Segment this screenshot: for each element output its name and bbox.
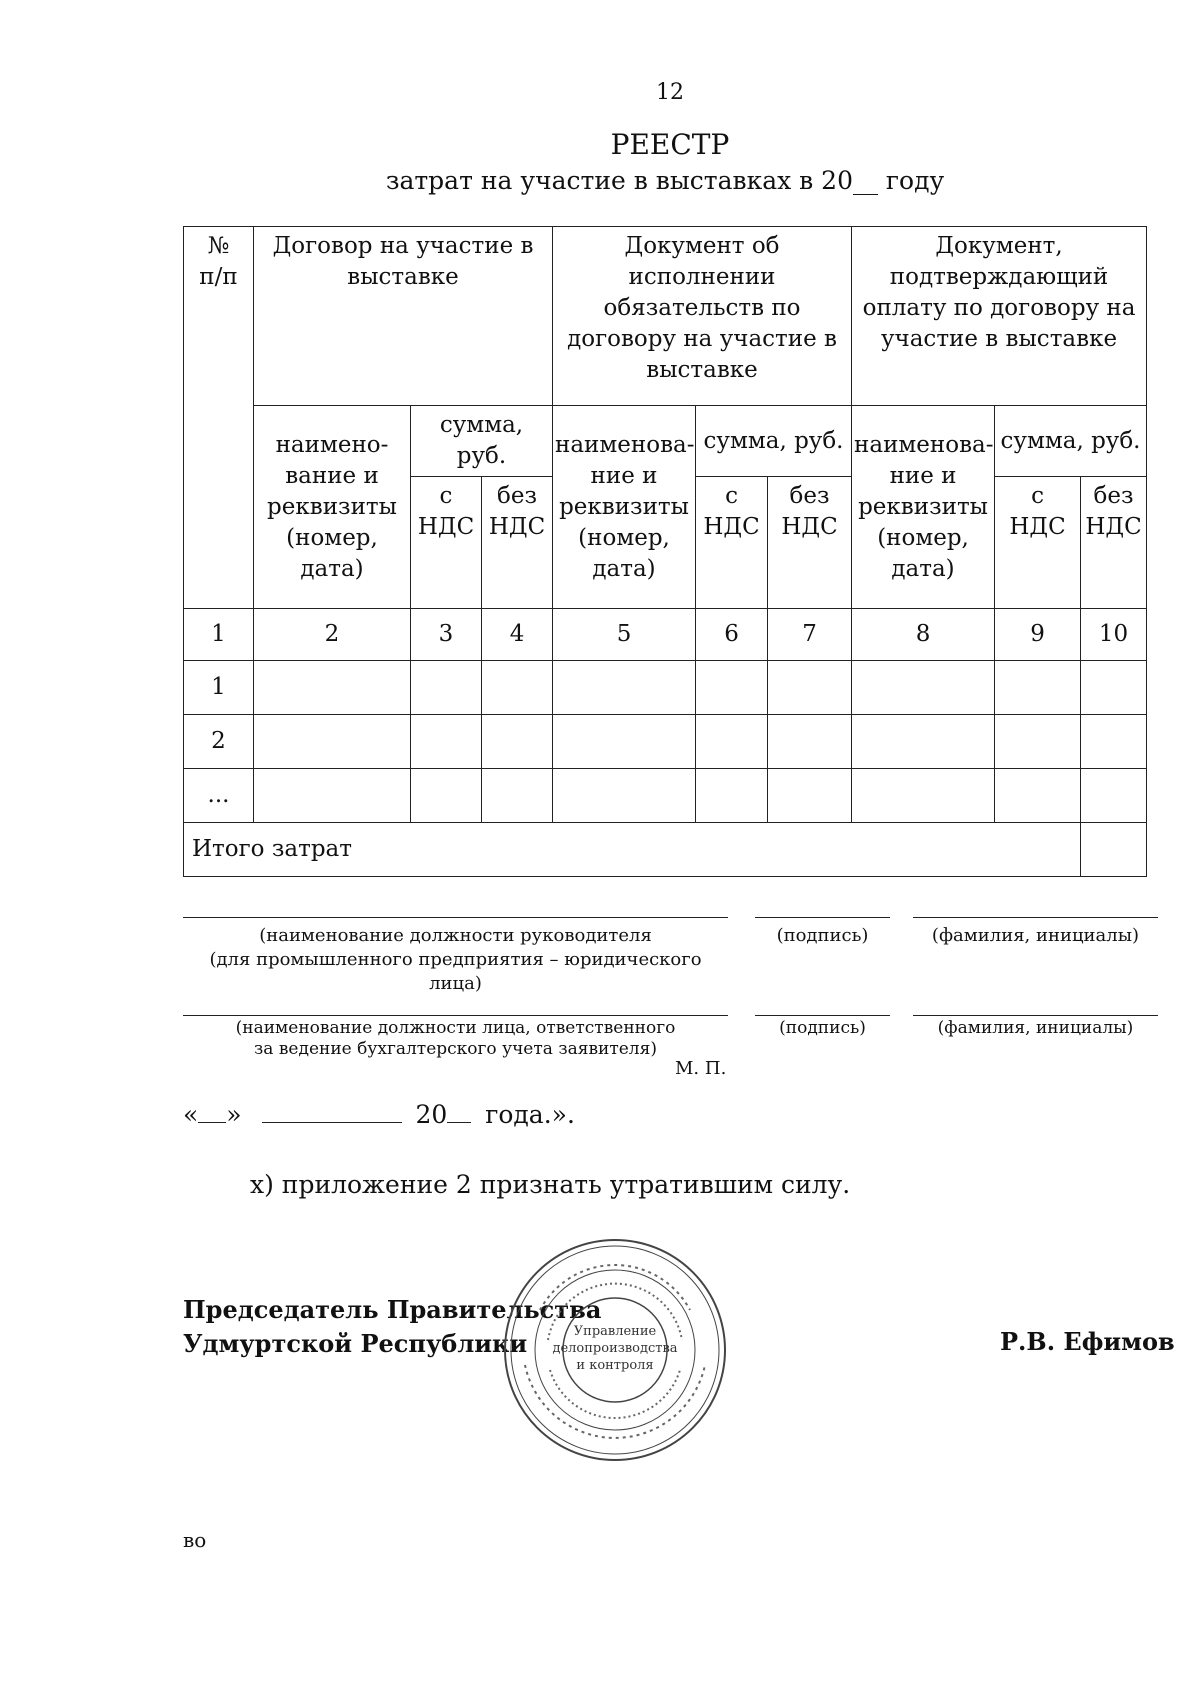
accountant-position-caption: (наименование должности лица, ответственного за ведение бухгалтерского учета заявителя) [235, 1018, 676, 1059]
table-cell [553, 715, 696, 769]
name-line [913, 1015, 1158, 1016]
table-cell [696, 769, 768, 823]
column-number: 4 [482, 609, 553, 661]
header-execution-document: Документ об исполнении обязательств по договору на участие в выставке [553, 227, 852, 406]
official-seal-stamp [500, 1235, 730, 1465]
header-with-vat: с НДС [411, 477, 482, 609]
row-number: 1 [184, 661, 254, 715]
name-line [913, 917, 1158, 918]
header-payment-document: Документ, подтверждающий оплату по договору на участие в выставке [852, 227, 1147, 406]
header-contract: Договор на участие в выставке [254, 227, 553, 406]
page-title: РЕЕСТР [610, 128, 730, 161]
table-cell [852, 715, 995, 769]
header-sum: сумма, руб. [411, 406, 553, 477]
header-name-requisites: наименова- ние и реквизиты (номер, дата) [852, 406, 995, 609]
column-number: 5 [553, 609, 696, 661]
accountant-position-line [183, 1015, 728, 1016]
table-cell [1081, 715, 1147, 769]
page-number: 12 [656, 80, 684, 105]
table-cell [553, 661, 696, 715]
table-cell [696, 661, 768, 715]
column-number: 2 [254, 609, 411, 661]
signer-name: Р.В. Ефимов [1000, 1327, 1175, 1356]
table-cell [254, 715, 411, 769]
page-subtitle: затрат на участие в выставках в 20__ году [385, 166, 945, 195]
table-cell [995, 769, 1081, 823]
header-name-requisites: наимено- вание и реквизиты (номер, дата) [254, 406, 411, 609]
total-value [1081, 823, 1147, 877]
header-name-requisites: наименова- ние и реквизиты (номер, дата) [553, 406, 696, 609]
total-row [184, 823, 1147, 877]
table-cell [411, 661, 482, 715]
table-cell [411, 715, 482, 769]
table-cell [482, 715, 553, 769]
table-cell [482, 769, 553, 823]
date-line: « » 20 года.». [183, 1100, 575, 1129]
row-number: ... [184, 769, 254, 823]
signature-line [755, 917, 890, 918]
row-number: 2 [184, 715, 254, 769]
footer-mark: во [183, 1528, 207, 1552]
item-x-text: х) приложение 2 признать утратившим силу. [250, 1170, 851, 1199]
table-cell [768, 661, 852, 715]
header-sum: сумма, руб. [696, 406, 852, 477]
header-num: № п/п [184, 227, 254, 609]
table-cell [1081, 769, 1147, 823]
table-cell [696, 715, 768, 769]
column-number: 8 [852, 609, 995, 661]
column-number: 10 [1081, 609, 1147, 661]
column-number: 9 [995, 609, 1081, 661]
table-cell [852, 769, 995, 823]
table-cell [254, 661, 411, 715]
table-cell [995, 715, 1081, 769]
signature-caption: (подпись) [776, 925, 869, 946]
column-number: 7 [768, 609, 852, 661]
table-cell [553, 769, 696, 823]
table-row [184, 769, 1147, 823]
header-without-vat: без НДС [768, 477, 852, 609]
column-number: 1 [184, 609, 254, 661]
seal-text: Управление [573, 1324, 657, 1339]
table-cell [254, 769, 411, 823]
header-with-vat: с НДС [696, 477, 768, 609]
seal-text: и контроля [576, 1358, 654, 1373]
table-row [184, 715, 1147, 769]
header-without-vat: без НДС [482, 477, 553, 609]
head-position-caption: (наименование должности руководителя (для промышленного предприятия – юридического лица) [209, 925, 702, 994]
table-cell [411, 769, 482, 823]
table-cell [1081, 661, 1147, 715]
column-number: 3 [411, 609, 482, 661]
name-caption: (фамилия, инициалы) [931, 925, 1140, 946]
signer-title: Председатель Правительства Удмуртской Республики [183, 1295, 602, 1358]
signature-caption: (подпись) [779, 1018, 866, 1038]
head-position-line [183, 917, 728, 918]
total-label: Итого затрат [184, 823, 1081, 877]
column-numbers-row [184, 609, 1147, 661]
header-sum: сумма, руб. [995, 406, 1147, 477]
signature-line [755, 1015, 890, 1016]
seal-text: делопроизводства [552, 1341, 678, 1356]
registry-table [183, 226, 1147, 877]
table-cell [768, 769, 852, 823]
header-with-vat: с НДС [995, 477, 1081, 609]
table-cell [852, 661, 995, 715]
column-number: 6 [696, 609, 768, 661]
table-row [184, 661, 1147, 715]
name-caption: (фамилия, инициалы) [937, 1018, 1134, 1038]
table-cell [768, 715, 852, 769]
table-cell [482, 661, 553, 715]
table-cell [995, 661, 1081, 715]
header-without-vat: без НДС [1081, 477, 1147, 609]
seal-place: М. П. [675, 1058, 727, 1079]
